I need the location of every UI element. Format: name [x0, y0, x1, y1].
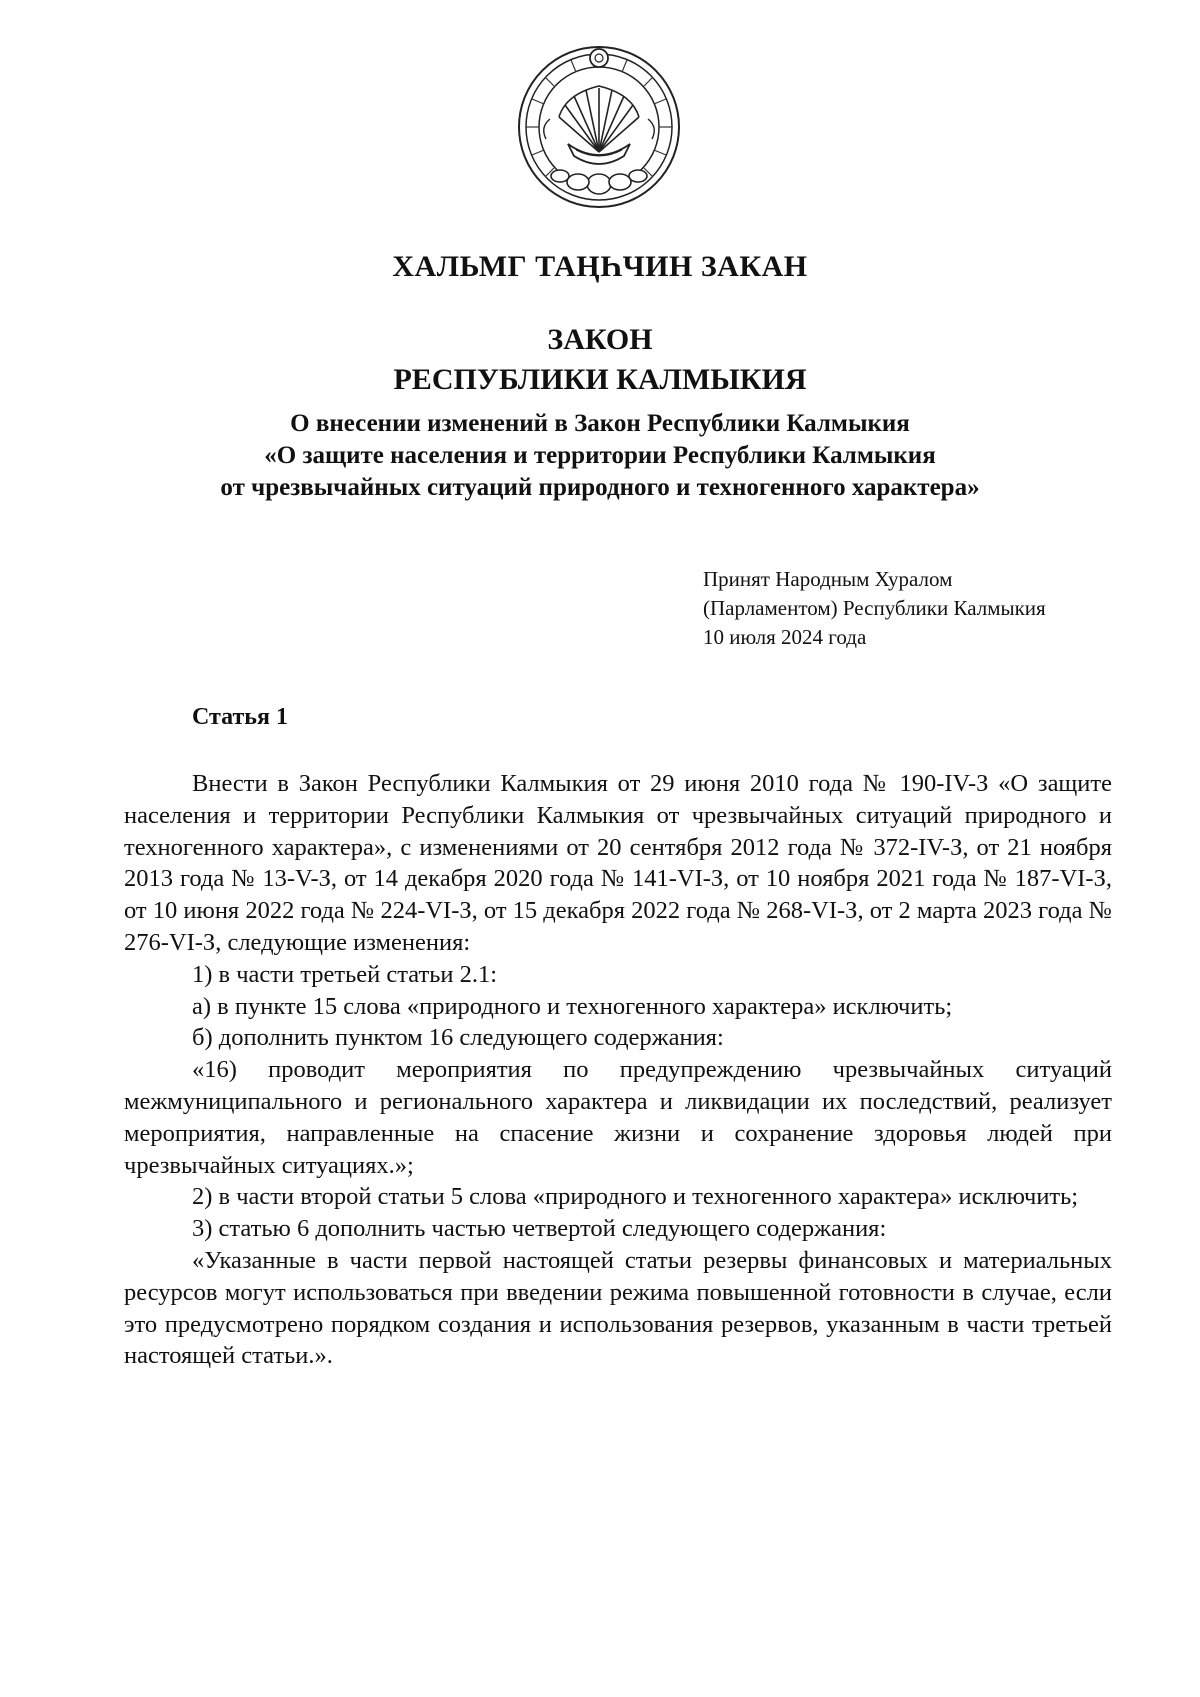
law-title-line: РЕСПУБЛИКИ КАЛМЫКИЯ [393, 363, 807, 396]
adoption-note [703, 565, 1046, 652]
law-subtitle-line: от чрезвычайных ситуаций природного и техногенного характера» [220, 474, 980, 501]
law-title [100, 320, 1100, 400]
article-paragraph: а) в пункте 15 слова «природного и техногенного характера» исключить; [192, 992, 953, 1020]
article-paragraph: б) дополнить пунктом 16 следующего содержания: [192, 1024, 724, 1052]
law-subtitle-line: «О защите населения и территории Республики Калмыкия [264, 442, 936, 469]
article-paragraph: 2) в части второй статьи 5 слова «природного и техногенного характера» исключить; [192, 1183, 1079, 1211]
article-body [124, 768, 1112, 1372]
article-paragraph: 1) в части третьей статьи 2.1: [192, 960, 498, 988]
republic-of-kalmykia-coat-of-arms-icon [516, 44, 682, 210]
article-paragraph: Внести в Закон Республики Калмыкия от 29 июня 2010 года № 190-IV-З «О защите населения и территории Республики Калмыкия от чрезвычайных ситуаций природного и техногенного характера», с изменениями от 20 сентября 2012 года № 372-IV-З, от 21 ноября 2013 года № 13-V-З, от 14 декабря 2020 года № 141-VI-З, от 10 ноября 2021 года № 187-VI-З, от 10 июня 2022 года № 224-VI-З, от 15 декабря 2022 года № 268-VI-З, от 2 марта 2023 года № 276-VI-З, следующие изменения: [124, 770, 1112, 956]
adoption-line: (Парламентом) Республики Калмыкия [703, 596, 1046, 620]
adoption-line: Принят Народным Хуралом [703, 567, 953, 591]
article-paragraph: «16) проводит мероприятия по предупреждению чрезвычайных ситуаций межмуниципального и регионального характера и ликвидации их последствий, реализует мероприятия, направленные на спасение жизни и сохранение здоровья людей при чрезвычайных ситуациях.»; [124, 1056, 1112, 1179]
law-subtitle [100, 408, 1100, 504]
article-paragraph: 3) статью 6 дополнить частью четвертой следующего содержания: [192, 1215, 887, 1243]
kalmyk-law-title: ХАЛЬМГ ТАҢҺЧИН ЗАКАН [392, 250, 808, 283]
article-paragraph: «Указанные в части первой настоящей статьи резервы финансовых и материальных ресурсов могут использоваться при введении режима повышенной готовности в случае, если это предусмотрено порядком создания и использования резервов, указанным в части третьей настоящей статьи.». [124, 1246, 1112, 1370]
law-subtitle-line: О внесении изменений в Закон Республики Калмыкия [290, 410, 910, 437]
adoption-date: 10 июля 2024 года [703, 625, 867, 649]
law-title-line: ЗАКОН [547, 323, 653, 356]
article-heading: Статья 1 [192, 704, 288, 730]
